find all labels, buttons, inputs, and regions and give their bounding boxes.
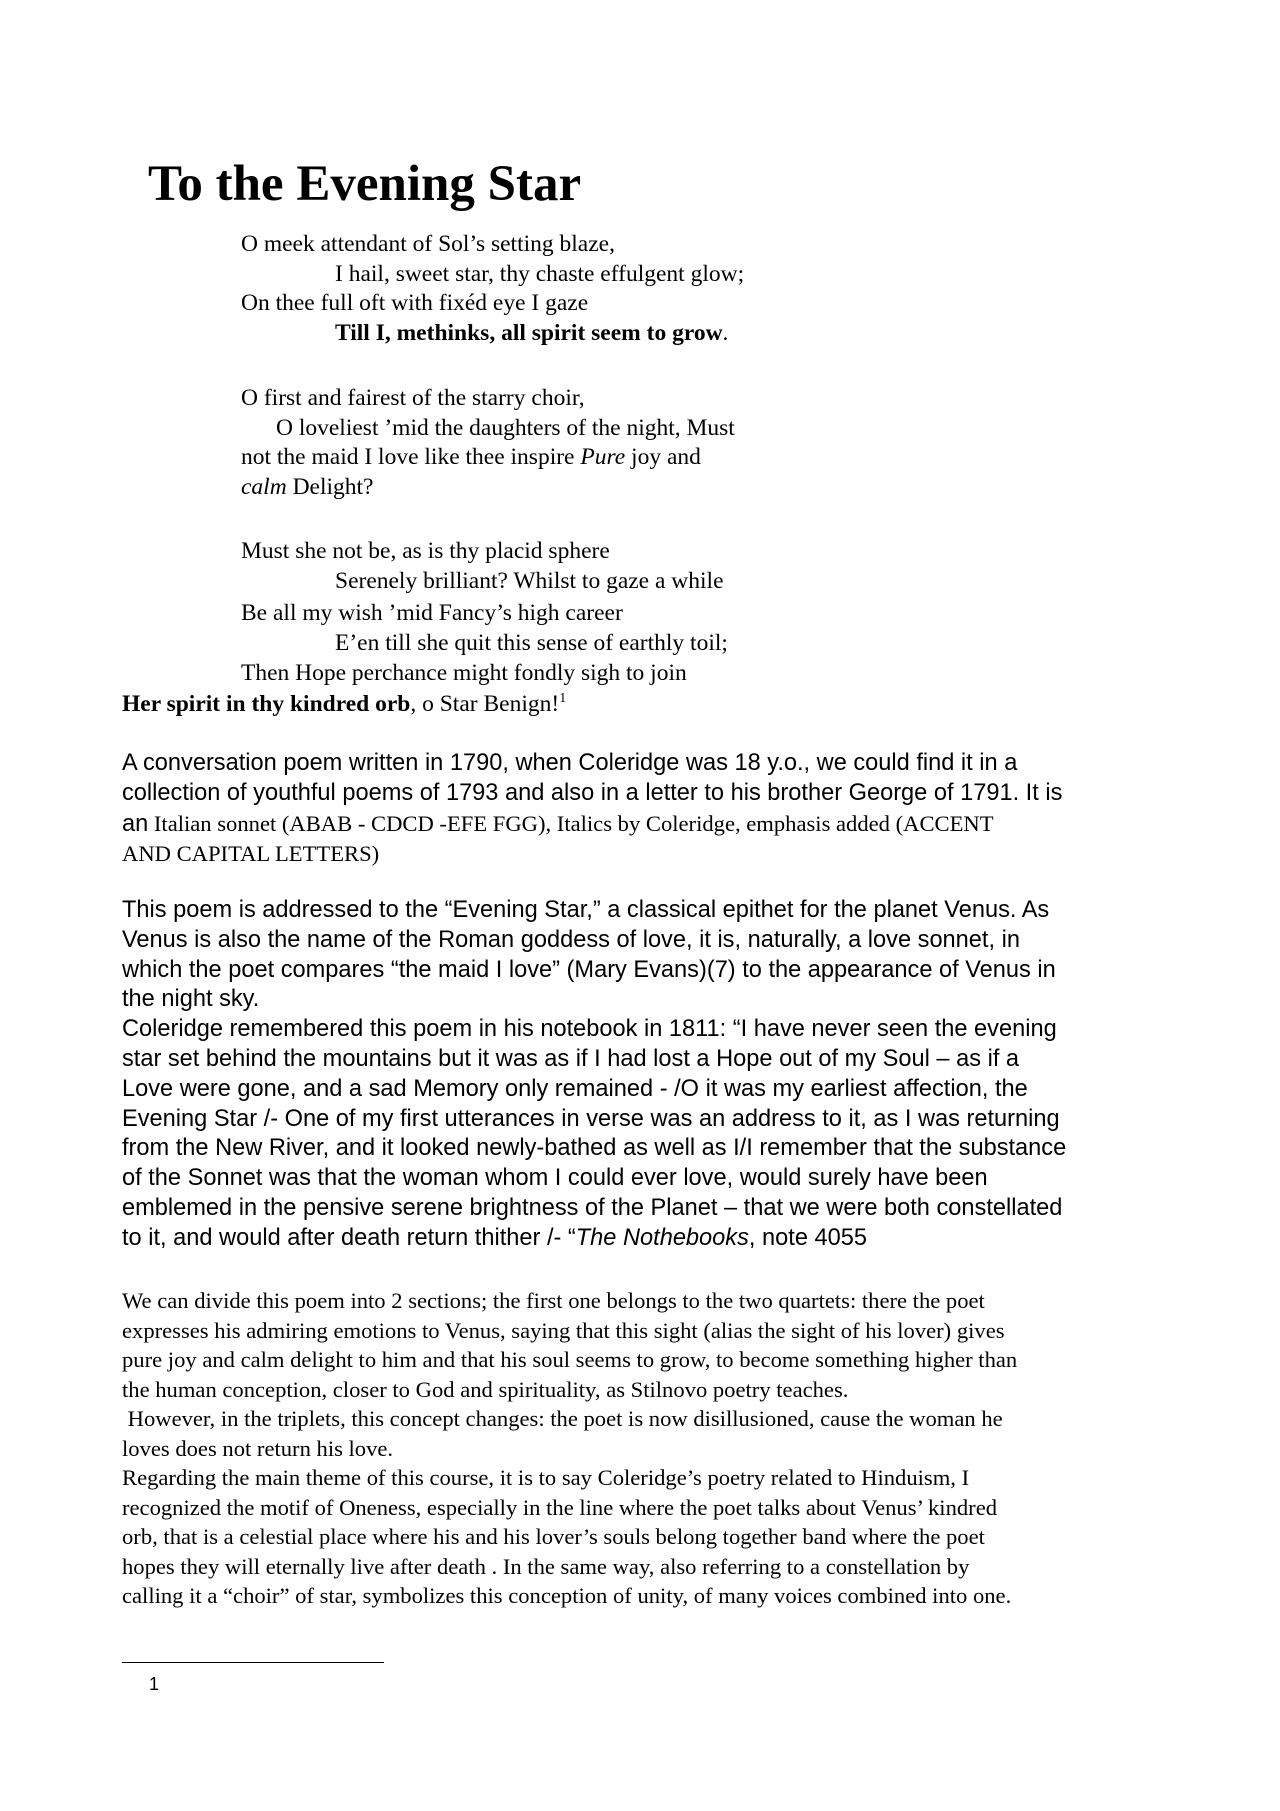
poem-line: Serenely brilliant? Whilst to gaze a while (335, 568, 724, 594)
footnote-reference[interactable]: 1 (559, 691, 567, 707)
poem-line: Till I, methinks, all spirit seem to grow. (335, 320, 729, 346)
italic-text: The Nothebooks (575, 1224, 749, 1251)
page-title: To the Evening Star (148, 156, 582, 212)
footnote-separator (122, 1662, 384, 1663)
poem-line: Must she not be, as is thy placid sphere (241, 538, 610, 564)
paragraph-intro: A conversation poem written in 1790, when Coleridge was 18 y.o., we could find it in a collection of youthful poems of 1793 and also in a letter to his brother George of 1791. It is an Italian sonnet (ABAB - CDCD -EFE FGG), Italics by Coleridge, emphasis added (ACCENT AND CAPITAL LETTERS) (122, 750, 1063, 867)
paragraph-interpretation: We can divide this poem into 2 sections; the first one belongs to the two quartets: there the poet expresses his admiring emotions to Venus, saying that this sight (alias the sight of his lover) gives pure joy and calm delight to him and that his soul seems to grow, to become something higher than the human conception, closer to God and spirituality, as Stilnovo poetry teaches. However, in the triplets, this concept changes: the poet is now disillusioned, cause the woman he loves does not return his love. Regarding the main theme of this course, it is to say Coleridge’s poetry related to Hinduism, I recognized the motif of Oneness, especially in the line where the poet talks about Venus’ kindred orb, that is a celestial place where his and his lover’s souls belong together band where the poet hopes they will eternally live after death . In the same way, also referring to a constellation by calling it a “choir” of star, symbolizes this conception of unity, of many voices combined into one. (122, 1288, 1018, 1608)
poem-line: Then Hope perchance might fondly sigh to join (241, 660, 687, 686)
emphasized-text: Till I, methinks, all spirit seem to grow (335, 320, 723, 346)
poem-line: E’en till she quit this sense of earthly toil; (335, 630, 728, 656)
italic-text: calm (241, 474, 287, 500)
poem-line: Her spirit in thy kindred orb, o Star Benign!$^1$ (122, 691, 567, 717)
poem-line: On thee full oft with fixéd eye I gaze (241, 290, 589, 316)
poem-line: I hail, sweet star, thy chaste effulgent glow; (335, 261, 745, 287)
poem-line: O first and fairest of the starry choir, (241, 385, 585, 411)
poem-line: calm Delight? (241, 474, 374, 500)
poem-line: O meek attendant of Sol’s setting blaze, (241, 231, 615, 257)
poem-line: Be all my wish ’mid Fancy’s high career (241, 600, 623, 626)
poem-line: O loveliest ’mid the daughters of the night, Must (276, 415, 735, 441)
emphasized-text: Her spirit in thy kindred orb (122, 691, 411, 717)
footnote-number: 1 (149, 1674, 160, 1694)
paragraph-analysis: This poem is addressed to the “Evening Star,” a classical epithet for the planet Venus. As Venus is also the name of the Roman goddess of love, it is, naturally, a love sonnet, in which the poet compares “the maid I love” (Mary Evans)(7) to the appearance of Venus in the night sky. Coleridge remembered this poem in his notebook in 1811: “I have never seen the evening star set behind the mountains but it was as if I had lost a Hope out of my Soul – as if a Love were gone, and a sad Memory only remained - /O it was my earliest affection, the Evening Star /- One of my first utterances in verse was an address to it, as I was returning from the New River, and it looked newly-bathed as well as I/I remember that the substance of the Sonnet was that the woman whom I could ever love, would surely have been emblemed in the pensive serene brightness of the Planet – that we were both constellated to it, and would after death return thither /- “The Nothebooks, note 4055 (122, 897, 1067, 1251)
italic-text: Pure (580, 444, 626, 470)
poem-line: not the maid I love like thee inspire Pure joy and (241, 444, 701, 470)
